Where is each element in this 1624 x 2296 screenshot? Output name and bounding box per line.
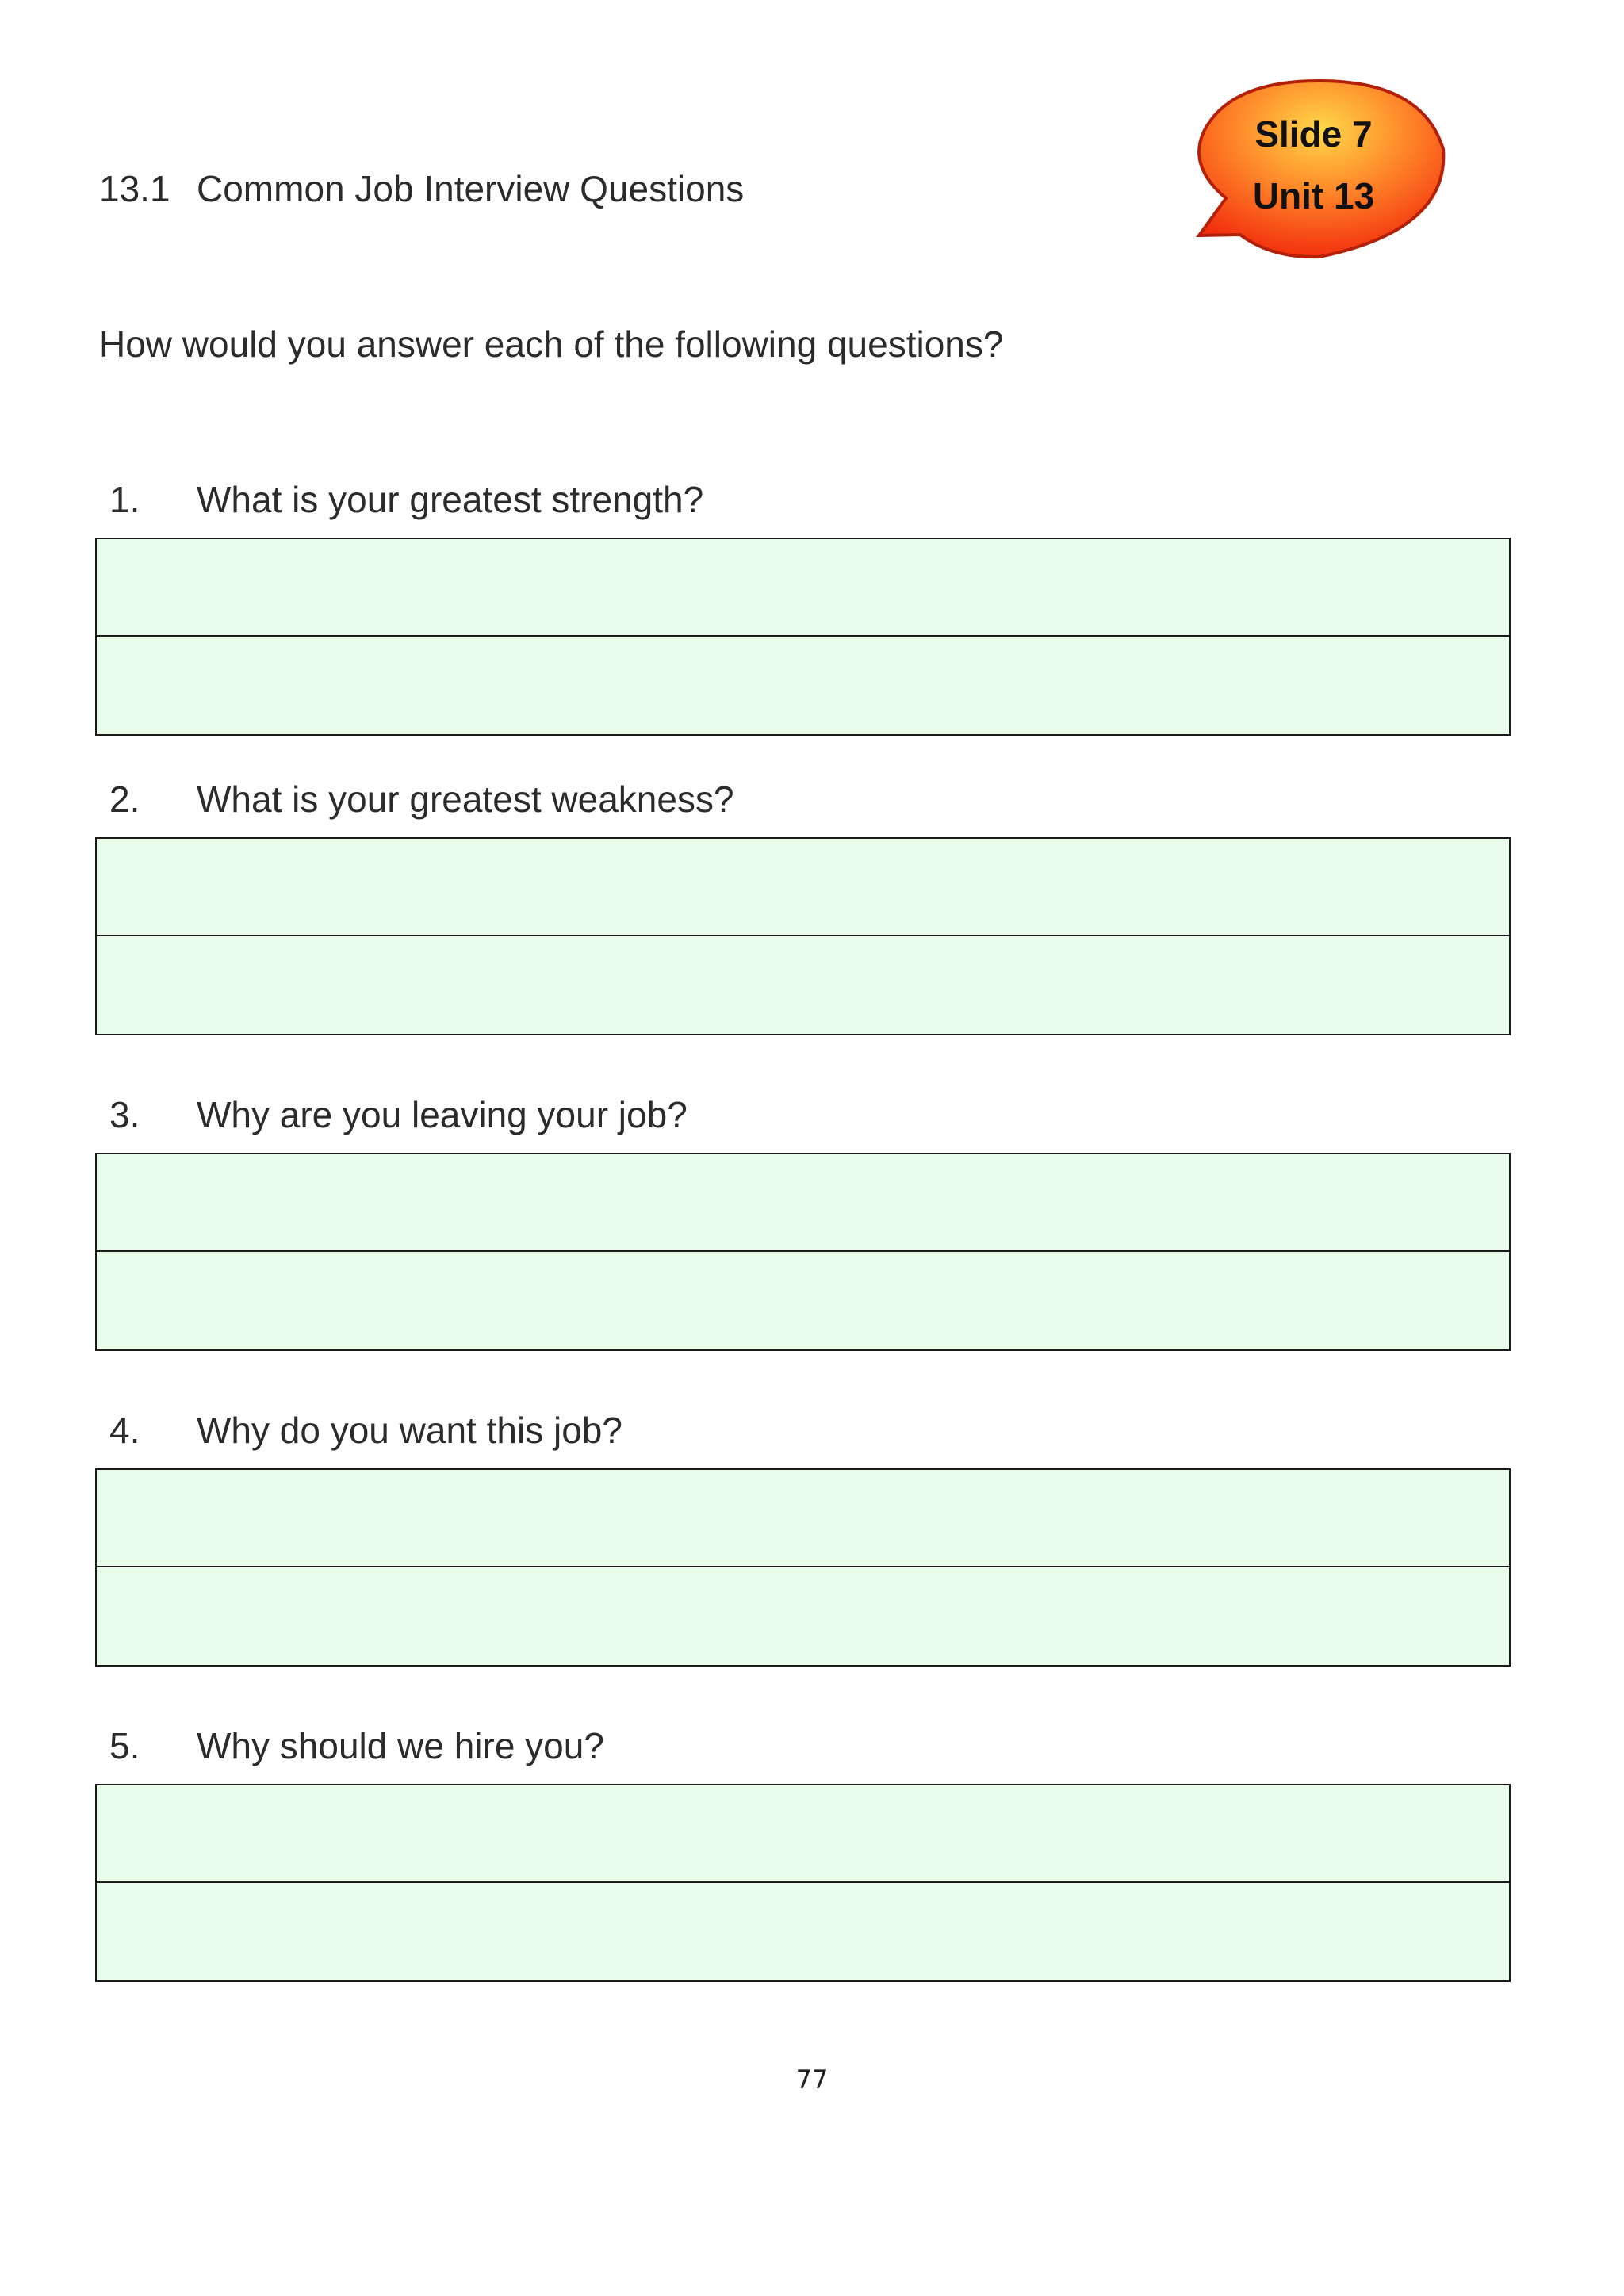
answer-box-1[interactable] (95, 538, 1511, 736)
question-number: 4. (109, 1410, 140, 1451)
answer-line[interactable] (97, 637, 1509, 734)
intro-text: How would you answer each of the following questions? (99, 323, 1004, 365)
question-number: 2. (109, 779, 140, 820)
answer-line[interactable] (97, 1252, 1509, 1349)
answer-line[interactable] (97, 839, 1509, 936)
question-2 (109, 775, 734, 823)
slide-callout (1185, 79, 1454, 265)
section-title: Common Job Interview Questions (197, 168, 745, 209)
page-number: 77 (795, 2064, 829, 2095)
answer-box-5[interactable] (95, 1784, 1511, 1982)
question-text: Why are you leaving your job? (197, 1094, 688, 1135)
answer-line[interactable] (97, 1470, 1509, 1567)
question-text: What is your greatest weakness? (197, 779, 734, 820)
question-text: What is your greatest strength? (197, 479, 704, 520)
answer-line[interactable] (97, 1154, 1509, 1252)
section-heading (99, 165, 744, 212)
answer-line[interactable] (97, 936, 1509, 1034)
question-number: 3. (109, 1094, 140, 1135)
question-text: Why should we hire you? (197, 1725, 604, 1766)
question-number: 1. (109, 479, 140, 520)
question-text: Why do you want this job? (197, 1410, 622, 1451)
answer-line[interactable] (97, 1883, 1509, 1980)
answer-box-3[interactable] (95, 1153, 1511, 1351)
question-3 (109, 1091, 688, 1138)
question-1 (109, 476, 703, 523)
callout-unit-label: Unit 13 (1252, 175, 1375, 216)
section-number: 13.1 (99, 168, 170, 209)
question-5 (109, 1722, 604, 1770)
callout-slide-label: Slide 7 (1254, 113, 1373, 155)
answer-line[interactable] (97, 1567, 1509, 1665)
answer-line[interactable] (97, 1785, 1509, 1883)
answer-box-4[interactable] (95, 1468, 1511, 1667)
answer-line[interactable] (97, 539, 1509, 637)
question-4 (109, 1406, 622, 1454)
question-number: 5. (109, 1725, 140, 1766)
answer-box-2[interactable] (95, 837, 1511, 1035)
